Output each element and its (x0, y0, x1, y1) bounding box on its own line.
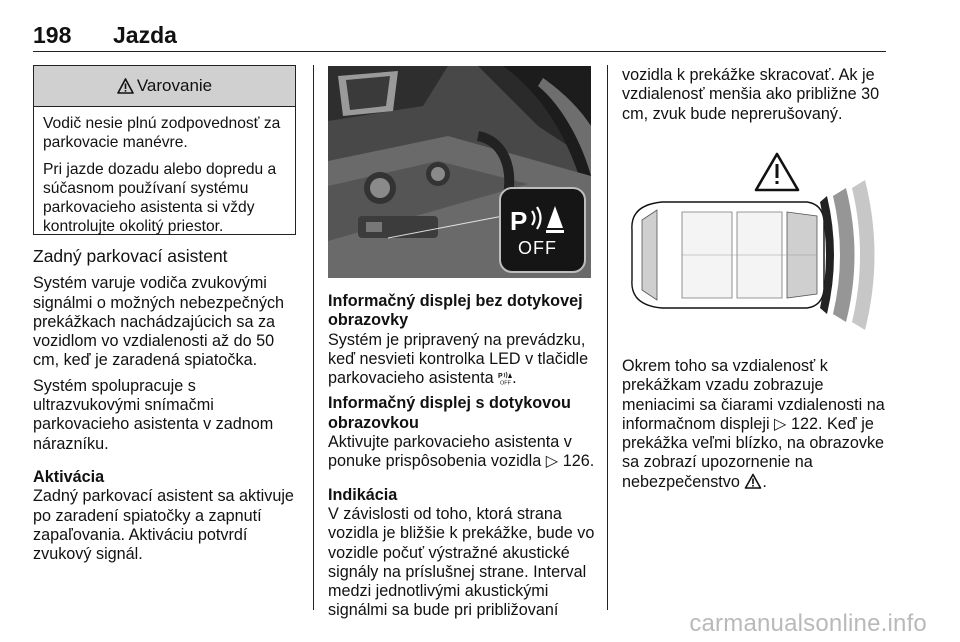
paragraph: V závislosti od toho, ktorá strana vozidla je bližšie k prekážke, bude vo vozidle počuť výstražné akustické signály na príslušnej strane. Interval medzi jednotlivými akustickými signálmi sa bude pri približovaní (328, 504, 595, 620)
warning-box (33, 65, 296, 235)
warning-paragraph: Vodič nesie plnú zodpovednosť za parkovacie manévre. (43, 115, 281, 152)
paragraph-end: . (512, 369, 517, 388)
column-3-top (622, 66, 887, 130)
paragraph: vozidla k prekážke skracovať. Ak je vzdialenosť menšia ako približne 30 cm, zvuk bude neprerušovaný. (622, 66, 880, 123)
column-3-bottom (622, 357, 888, 498)
car-top-view (632, 202, 824, 308)
watermark: carmanualsonline.info (689, 610, 927, 637)
subheading-indication: Indikácia (328, 485, 398, 504)
page-header (33, 22, 886, 52)
warning-paragraph: Pri jazde dozadu alebo dopredu a súčasnom používaní systému parkovacieho asistenta si vždy kontrolujte okolitý priestor. (43, 160, 277, 236)
paragraph-text: Systém je pripravený na prevádzku, keď nesvieti kontrolka LED v tlačidle parkovacieho asistenta (328, 330, 589, 388)
paragraph (622, 357, 888, 492)
paragraph (328, 433, 596, 472)
paragraph-text: Okrem toho sa vzdialenosť k prekážkam vzadu zobrazuje meniacimi sa čiarami vzdialenosti na informačnom displeji (622, 357, 885, 433)
header-divider (33, 51, 886, 52)
column-1 (33, 247, 298, 570)
warning-header (34, 66, 295, 107)
warning-body (34, 107, 295, 237)
section-title: Jazda (113, 22, 177, 48)
paragraph (328, 331, 596, 389)
subheading-activation: Aktivácia (33, 467, 105, 486)
paragraph-text: Aktivujte parkovacieho asistenta v ponuke prispôsobenia vozidla (328, 433, 572, 471)
distance-arcs (820, 180, 875, 330)
svg-text:P: P (498, 373, 503, 381)
page-number: 198 (33, 22, 72, 48)
page-reference: 126. (562, 452, 595, 471)
page-ref-arrow-icon: ▷ (545, 452, 559, 471)
subheading-touch: Informačný displej s dotykovou obrazovkou (328, 394, 571, 432)
column-divider-1 (313, 65, 314, 610)
subheading-no-touch: Informačný displej bez dotykovej obrazovky (328, 292, 583, 330)
paragraph: Zadný parkovací asistent sa aktivuje po zaradení spiatočky a zapnutí zapaľovania. Aktiváciu potvrdí zvukový signál. (33, 487, 294, 564)
column-divider-2 (607, 65, 608, 610)
svg-text:OFF: OFF (500, 380, 512, 386)
paragraph: Systém spolupracuje s ultrazvukovými snímačmi parkovacieho asistenta v zadnom nárazníku. (33, 376, 274, 453)
warning-title: Varovanie (136, 76, 213, 95)
dashboard-button-photo (328, 66, 591, 278)
paragraph: Systém varuje vodiča zvukovými signálmi o možných nebezpečných prekážkach nachádzajúcich sa za vozidlom vo vzdialenosti až do 50 cm, keď je zaradená spiatočka. (33, 274, 285, 370)
paragraph-text: 122. Keď je prekážka veľmi blízko, na obrazovke sa zobrazí upozornenie na nebezpečenstvo (622, 414, 885, 491)
warning-triangle-icon (744, 473, 762, 489)
column-2 (328, 292, 596, 627)
photo-off-label: OFF (518, 238, 557, 258)
warning-triangle-icon (117, 78, 134, 94)
parking-distance-diagram (622, 150, 884, 330)
section-heading: Zadný parkovací asistent (33, 246, 228, 266)
svg-text:P: P (510, 206, 528, 236)
warning-triangle-icon (756, 154, 798, 190)
parking-assist-icon (498, 371, 512, 385)
paragraph-end: . (762, 472, 767, 491)
page-ref-arrow-icon: ▷ (774, 414, 787, 433)
